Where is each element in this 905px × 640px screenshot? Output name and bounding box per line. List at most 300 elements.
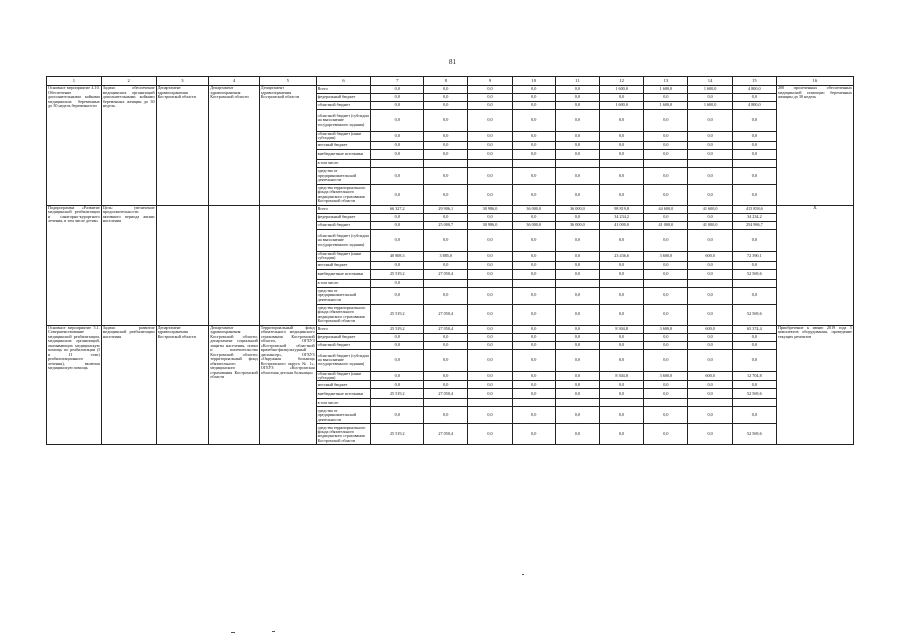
amount-cell: 0,0 xyxy=(468,229,512,251)
amount-cell: 0,0 xyxy=(468,269,512,279)
amount-cell: 0,0 xyxy=(512,102,555,110)
amount-cell: 0,0 xyxy=(688,424,732,445)
amount-cell: 0,0 xyxy=(555,229,599,251)
amount-cell: 0,0 xyxy=(600,424,644,445)
funding-source-cell: средства от предпринимательской деятельности xyxy=(316,167,371,184)
amount-cell: 0,0 xyxy=(555,110,599,132)
page-number: 81 xyxy=(449,58,456,66)
column-header: 9 xyxy=(468,77,512,86)
column-header: 5 xyxy=(259,77,316,86)
amount-cell: 0,0 xyxy=(468,110,512,132)
amount-cell: 0,0 xyxy=(600,141,644,149)
amount-cell: 27 050,4 xyxy=(424,269,468,279)
amount-cell: 0,0 xyxy=(644,94,688,102)
expected-result-cell: Х xyxy=(776,205,853,325)
column-header: 15 xyxy=(732,77,776,86)
amount-cell: 0,0 xyxy=(600,269,644,279)
amount-cell xyxy=(424,279,468,287)
amount-cell: 0,0 xyxy=(732,407,776,424)
amount-cell: 30 986,0 xyxy=(468,221,512,229)
amount-cell: 0,0 xyxy=(600,184,644,205)
amount-cell: 0,0 xyxy=(468,261,512,269)
amount-cell: 0,0 xyxy=(468,333,512,341)
amount-cell: 0,0 xyxy=(371,167,424,184)
block-col3-cell: Департамент здравоохранения Костромской области xyxy=(156,86,209,206)
amount-cell: 0,0 xyxy=(688,333,732,341)
table-row xyxy=(47,86,854,94)
amount-cell: 0,0 xyxy=(468,251,512,261)
amount-cell: 0,0 xyxy=(424,167,468,184)
amount-cell: 415 858,6 xyxy=(732,205,776,213)
funding-source-cell: областной бюджет (иные субсидии) xyxy=(316,251,371,261)
amount-cell: 0,0 xyxy=(555,371,599,381)
amount-cell: 0,0 xyxy=(424,341,468,349)
amount-cell: 0,0 xyxy=(371,371,424,381)
amount-cell: 0,0 xyxy=(600,304,644,325)
amount-cell: 0,0 xyxy=(424,94,468,102)
amount-cell: 0,0 xyxy=(644,132,688,142)
amount-cell: 0,0 xyxy=(555,149,599,159)
amount-cell: 0,0 xyxy=(600,333,644,341)
amount-cell: 0,0 xyxy=(644,269,688,279)
amount-cell: 0,0 xyxy=(555,269,599,279)
amount-cell: 0,0 xyxy=(644,141,688,149)
funding-source-cell: Всего xyxy=(316,86,371,94)
amount-cell: 1 600,0 xyxy=(644,86,688,94)
column-header: 10 xyxy=(512,77,555,86)
amount-cell: 0,0 xyxy=(424,229,468,251)
amount-cell: 0,0 xyxy=(371,381,424,389)
amount-cell: 0,0 xyxy=(371,229,424,251)
funding-source-cell: областной бюджет xyxy=(316,341,371,349)
amount-cell: 0,0 xyxy=(644,213,688,221)
amount-cell: 0,0 xyxy=(512,341,555,349)
amount-cell: 0,0 xyxy=(424,287,468,304)
amount-cell: 27 050,4 xyxy=(424,325,468,333)
amount-cell xyxy=(468,279,512,287)
amount-cell: 0,0 xyxy=(732,184,776,205)
amount-cell: 0,0 xyxy=(512,229,555,251)
amount-cell: 600,0 xyxy=(688,251,732,261)
amount-cell: 0,0 xyxy=(468,213,512,221)
funding-source-cell: областной бюджет xyxy=(316,221,371,229)
amount-cell xyxy=(424,399,468,407)
amount-cell: 0,0 xyxy=(732,381,776,389)
column-header: 2 xyxy=(101,77,156,86)
amount-cell: 25 519,2 xyxy=(371,304,424,325)
amount-cell xyxy=(512,159,555,167)
amount-cell: 0,0 xyxy=(371,141,424,149)
amount-cell: 0,0 xyxy=(512,381,555,389)
amount-cell: 0,0 xyxy=(644,110,688,132)
amount-cell: 0,0 xyxy=(644,424,688,445)
amount-cell xyxy=(555,399,599,407)
amount-cell: 0,0 xyxy=(688,407,732,424)
budget-table xyxy=(46,76,854,445)
amount-cell: 0,0 xyxy=(688,94,732,102)
amount-cell: 0,0 xyxy=(644,389,688,399)
amount-cell: 12 704,8 xyxy=(732,371,776,381)
amount-cell: 36 000,0 xyxy=(555,221,599,229)
amount-cell: 52 569,6 xyxy=(732,269,776,279)
amount-cell: 0,0 xyxy=(644,381,688,389)
column-header: 14 xyxy=(688,77,732,86)
amount-cell: 0,0 xyxy=(468,94,512,102)
amount-cell: 0,0 xyxy=(555,86,599,94)
amount-cell: 0,0 xyxy=(424,371,468,381)
column-header: 3 xyxy=(156,77,209,86)
amount-cell: 0,0 xyxy=(468,341,512,349)
amount-cell: 34 234,2 xyxy=(600,213,644,221)
amount-cell: 0,0 xyxy=(644,333,688,341)
amount-cell xyxy=(555,159,599,167)
amount-cell: 0,0 xyxy=(732,132,776,142)
amount-cell: 0,0 xyxy=(555,141,599,149)
amount-cell: 600,0 xyxy=(688,325,732,333)
funding-source-cell: Всего xyxy=(316,205,371,213)
amount-cell: 0,0 xyxy=(600,167,644,184)
funding-source-cell: внебюджетные источники xyxy=(316,149,371,159)
amount-cell: 41 000,0 xyxy=(644,221,688,229)
amount-cell xyxy=(555,279,599,287)
amount-cell: 0,0 xyxy=(600,229,644,251)
amount-cell: 0,0 xyxy=(371,184,424,205)
amount-cell: 36 000,0 xyxy=(512,221,555,229)
amount-cell: 0,0 xyxy=(512,184,555,205)
amount-cell: 25 519,2 xyxy=(371,269,424,279)
column-header: 1 xyxy=(47,77,102,86)
amount-cell: 0,0 xyxy=(512,86,555,94)
amount-cell: 0,0 xyxy=(555,251,599,261)
amount-cell: 0,0 xyxy=(688,229,732,251)
block-col1-cell: Основное мероприятие 5.1. Совершенствование медицинской реабилитации, медицинских организаций, оказывающих медицинскую помощь по реабилитации (I и II этап) реабилитационного лечения), включая медицинскую помощь xyxy=(47,325,102,445)
amount-cell xyxy=(512,399,555,407)
scan-mark xyxy=(272,631,275,632)
amount-cell: 0,0 xyxy=(732,229,776,251)
amount-cell: 0,0 xyxy=(512,94,555,102)
amount-cell: 0,0 xyxy=(688,269,732,279)
amount-cell: 41 600,0 xyxy=(688,205,732,213)
amount-cell xyxy=(644,399,688,407)
amount-cell xyxy=(688,279,732,287)
amount-cell: 30 986,0 xyxy=(468,205,512,213)
amount-cell: 0,0 xyxy=(468,86,512,94)
amount-cell xyxy=(644,279,688,287)
funding-source-cell: местный бюджет xyxy=(316,141,371,149)
funding-source-cell: средства от предпринимательской деятельности xyxy=(316,287,371,304)
amount-cell: 0,0 xyxy=(732,349,776,371)
amount-cell: 0,0 xyxy=(600,261,644,269)
funding-source-cell: федеральный бюджет xyxy=(316,333,371,341)
amount-cell: 0,0 xyxy=(555,132,599,142)
amount-cell: 0,0 xyxy=(600,381,644,389)
amount-cell: 1 600,0 xyxy=(600,86,644,94)
funding-source-cell: внебюджетные источники xyxy=(316,269,371,279)
amount-cell: 0,0 xyxy=(512,213,555,221)
amount-cell: 0,0 xyxy=(688,213,732,221)
amount-cell: 8 304,8 xyxy=(600,371,644,381)
funding-source-cell: в том числе: xyxy=(316,399,371,407)
funding-source-cell: областной бюджет (субсидии на выполнение государственного задания) xyxy=(316,229,371,251)
amount-cell: 0,0 xyxy=(600,389,644,399)
column-header: 13 xyxy=(644,77,688,86)
amount-cell: 0,0 xyxy=(512,371,555,381)
amount-cell: 0,0 xyxy=(371,349,424,371)
amount-cell: 0,0 xyxy=(732,261,776,269)
amount-cell: 0,0 xyxy=(371,102,424,110)
block-col4-cell: Департамент здравоохранения Костромской области; департамент социальной защиты населения, опеки и попечительства Костромской области; территориальный фонд обязательного медицинского страхования Костромской области xyxy=(209,325,260,445)
amount-cell: 0,0 xyxy=(688,287,732,304)
block-col5-cell: Территориальный фонд обязательного медицинского страхования Костромской области, ОГБУЗ «Костромской областной врачебно-физкультурный диспансер», ОГБУЗ «Окружная больница Костромского округа № 1», ОГБУЗ «Костромская областная детская больница» xyxy=(259,325,316,445)
amount-cell: 0,0 xyxy=(512,132,555,142)
expected-result-cell: Приобретение к июню 2019 года 5 комплектов оборудования, проведение текущих ремонтов xyxy=(776,325,853,445)
amount-cell: 0,0 xyxy=(468,407,512,424)
block-col1-cell: Основное мероприятие 4.10. Обеспечение дополнительными койками медицинских беременных до 30 недель беременности xyxy=(47,86,102,206)
amount-cell: 0,0 xyxy=(371,287,424,304)
amount-cell: 1 600,0 xyxy=(688,102,732,110)
amount-cell: 0,0 xyxy=(468,132,512,142)
amount-cell xyxy=(371,159,424,167)
amount-cell: 0,0 xyxy=(688,389,732,399)
amount-cell: 0,0 xyxy=(732,94,776,102)
amount-cell: 27 050,4 xyxy=(424,389,468,399)
amount-cell: 44 600,0 xyxy=(644,205,688,213)
funding-source-cell: средства территориального фонда обязательного медицинского страхования Костромской области xyxy=(316,184,371,205)
amount-cell: 0,0 xyxy=(371,261,424,269)
amount-cell: 0,0 xyxy=(600,349,644,371)
funding-source-cell: федеральный бюджет xyxy=(316,213,371,221)
block-col4-cell: Департамент здравоохранения Костромской области xyxy=(209,86,260,206)
amount-cell: 25 519,2 xyxy=(371,424,424,445)
amount-cell: 0,0 xyxy=(555,304,599,325)
amount-cell: 0,0 xyxy=(555,407,599,424)
amount-cell: 0,0 xyxy=(600,287,644,304)
amount-cell xyxy=(468,159,512,167)
amount-cell: 0,0 xyxy=(555,287,599,304)
amount-cell: 0,0 xyxy=(688,341,732,349)
amount-cell: 0,0 xyxy=(555,325,599,333)
amount-cell: 65 374,4 xyxy=(732,325,776,333)
amount-cell: 0,0 xyxy=(424,381,468,389)
amount-cell: 0,0 xyxy=(468,141,512,149)
amount-cell: 52 569,6 xyxy=(732,304,776,325)
amount-cell: 8 304,8 xyxy=(600,325,644,333)
amount-cell: 52 569,6 xyxy=(732,389,776,399)
amount-cell: 52 569,6 xyxy=(732,424,776,445)
amount-cell: 0,0 xyxy=(424,407,468,424)
expected-result-cell: 200 пролеченных обеспеченных медицинской помощью беременных женщин до 30 недель xyxy=(776,86,853,206)
amount-cell: 0,0 xyxy=(732,110,776,132)
amount-cell: 0,0 xyxy=(371,279,424,287)
amount-cell: 0,0 xyxy=(424,86,468,94)
amount-cell: 0,0 xyxy=(644,341,688,349)
amount-cell: 0,0 xyxy=(468,325,512,333)
amount-cell: 0,0 xyxy=(555,94,599,102)
amount-cell: 4 800,0 xyxy=(732,102,776,110)
block-col4-cell xyxy=(209,205,260,325)
amount-cell: 25 519,2 xyxy=(371,389,424,399)
amount-cell: 0,0 xyxy=(371,333,424,341)
amount-cell: 0,0 xyxy=(371,407,424,424)
amount-cell: 0,0 xyxy=(644,349,688,371)
amount-cell: 0,0 xyxy=(555,261,599,269)
amount-cell xyxy=(600,399,644,407)
amount-cell: 0,0 xyxy=(555,341,599,349)
amount-cell: 0,0 xyxy=(512,269,555,279)
amount-cell: 66 327,2 xyxy=(371,205,424,213)
column-header: 12 xyxy=(600,77,644,86)
amount-cell: 0,0 xyxy=(512,389,555,399)
amount-cell: 0,0 xyxy=(424,149,468,159)
amount-cell: 3 885,0 xyxy=(424,251,468,261)
amount-cell: 0,0 xyxy=(644,287,688,304)
amount-cell: 0,0 xyxy=(512,261,555,269)
amount-cell: 0,0 xyxy=(555,184,599,205)
funding-source-cell: местный бюджет xyxy=(316,381,371,389)
column-header: 16 xyxy=(776,77,853,86)
amount-cell: 25 519,2 xyxy=(371,325,424,333)
amount-cell xyxy=(600,279,644,287)
amount-cell: 36 000,0 xyxy=(512,205,555,213)
amount-cell: 0,0 xyxy=(371,94,424,102)
amount-cell: 0,0 xyxy=(468,371,512,381)
funding-source-cell: областной бюджет (иные субсидии) xyxy=(316,371,371,381)
column-header: 4 xyxy=(209,77,260,86)
funding-source-cell: Всего xyxy=(316,325,371,333)
amount-cell: 0,0 xyxy=(468,184,512,205)
funding-source-cell: областной бюджет (субсидии на выполнение государственного задания) xyxy=(316,349,371,371)
funding-source-cell: федеральный бюджет xyxy=(316,94,371,102)
amount-cell xyxy=(371,399,424,407)
block-col2-cell: Задача: обеспечение медицинских организаций дополнительными койками беременных женщин до 30 недель. xyxy=(101,86,156,206)
amount-cell: 0,0 xyxy=(371,221,424,229)
amount-cell: 0,0 xyxy=(468,381,512,389)
funding-source-cell: средства территориального фонда обязательного медицинского страхования Костромской области xyxy=(316,304,371,325)
amount-cell: 0,0 xyxy=(555,167,599,184)
amount-cell: 0,0 xyxy=(468,389,512,399)
block-col3-cell xyxy=(156,205,209,325)
amount-cell: 27 050,4 xyxy=(424,424,468,445)
funding-source-cell: областной бюджет (субсидии на выполнение государственного задания) xyxy=(316,110,371,132)
column-header: 11 xyxy=(555,77,599,86)
amount-cell: 36 000,0 xyxy=(555,205,599,213)
amount-cell: 0,0 xyxy=(468,287,512,304)
amount-cell xyxy=(512,279,555,287)
amount-cell: 0,0 xyxy=(732,287,776,304)
amount-cell: 40 808,3 xyxy=(371,251,424,261)
block-col5-cell xyxy=(259,205,316,325)
amount-cell: 0,0 xyxy=(512,424,555,445)
amount-cell: 0,0 xyxy=(468,167,512,184)
amount-cell: 0,0 xyxy=(644,407,688,424)
block-col2-cell: Цель: увеличение продолжительности активного периода жизни населения xyxy=(101,205,156,325)
amount-cell: 0,0 xyxy=(688,381,732,389)
amount-cell: 0,0 xyxy=(371,213,424,221)
amount-cell: 0,0 xyxy=(512,110,555,132)
table-row xyxy=(47,205,854,213)
block-col5-cell: Департамент здравоохранения Костромской области xyxy=(259,86,316,206)
amount-cell: 41 000,0 xyxy=(688,221,732,229)
amount-cell: 0,0 xyxy=(424,132,468,142)
amount-cell: 0,0 xyxy=(555,102,599,110)
amount-cell: 0,0 xyxy=(644,149,688,159)
amount-cell xyxy=(600,159,644,167)
amount-cell: 0,0 xyxy=(371,149,424,159)
amount-cell: 0,0 xyxy=(371,132,424,142)
funding-source-cell: областной бюджет xyxy=(316,102,371,110)
funding-source-cell: в том числе: xyxy=(316,159,371,167)
amount-cell: 0,0 xyxy=(732,141,776,149)
amount-cell: 0,0 xyxy=(424,213,468,221)
amount-cell: 0,0 xyxy=(424,141,468,149)
table-row xyxy=(47,325,854,333)
amount-cell: 0,0 xyxy=(600,132,644,142)
amount-cell: 0,0 xyxy=(371,86,424,94)
amount-cell: 0,0 xyxy=(424,102,468,110)
amount-cell: 0,0 xyxy=(600,407,644,424)
amount-cell: 0,0 xyxy=(424,333,468,341)
amount-cell: 25 000,7 xyxy=(424,221,468,229)
amount-cell: 1 600,0 xyxy=(600,102,644,110)
amount-cell: 0,0 xyxy=(512,149,555,159)
amount-cell: 0,0 xyxy=(555,381,599,389)
amount-cell xyxy=(688,159,732,167)
amount-cell: 0,0 xyxy=(688,167,732,184)
amount-cell: 600,0 xyxy=(688,371,732,381)
amount-cell: 0,0 xyxy=(512,287,555,304)
amount-cell: 0,0 xyxy=(644,261,688,269)
amount-cell: 0,0 xyxy=(555,333,599,341)
funding-source-cell: внебюджетные источники xyxy=(316,389,371,399)
scan-mark xyxy=(231,632,235,633)
funding-source-cell: областной бюджет (иные субсидии) xyxy=(316,132,371,142)
amount-cell: 1 600,0 xyxy=(644,102,688,110)
amount-cell: 0,0 xyxy=(600,94,644,102)
amount-cell: 3 600,0 xyxy=(644,325,688,333)
amount-cell: 0,0 xyxy=(555,213,599,221)
amount-cell: 0,0 xyxy=(555,424,599,445)
amount-cell: 0,0 xyxy=(732,341,776,349)
amount-cell xyxy=(688,399,732,407)
amount-cell: 0,0 xyxy=(424,349,468,371)
amount-cell: 29 906,1 xyxy=(424,205,468,213)
amount-cell: 98 819,8 xyxy=(600,205,644,213)
amount-cell: 0,0 xyxy=(688,261,732,269)
amount-cell: 0,0 xyxy=(512,325,555,333)
block-col1-cell: Подпрограмма «Развитие медицинской реабилитации и санаторно-курортного лечения, в том числе детям» xyxy=(47,205,102,325)
amount-cell: 0,0 xyxy=(512,304,555,325)
funding-source-cell: в том числе: xyxy=(316,279,371,287)
amount-cell: 254 986,7 xyxy=(732,221,776,229)
amount-cell xyxy=(732,159,776,167)
amount-cell: 41 000,0 xyxy=(600,221,644,229)
block-col3-cell: Департамент здравоохранения Костромской области xyxy=(156,325,209,445)
column-header: 7 xyxy=(371,77,424,86)
amount-cell: 0,0 xyxy=(644,229,688,251)
amount-cell: 0,0 xyxy=(468,349,512,371)
amount-cell: 0,0 xyxy=(512,167,555,184)
amount-cell: 0,0 xyxy=(644,304,688,325)
amount-cell: 0,0 xyxy=(512,333,555,341)
funding-source-cell: средства территориального фонда обязательного медицинского страхования Костромской области xyxy=(316,424,371,445)
amount-cell: 0,0 xyxy=(644,167,688,184)
funding-source-cell: средства от предпринимательской деятельности xyxy=(316,407,371,424)
amount-cell: 0,0 xyxy=(468,102,512,110)
amount-cell: 0,0 xyxy=(688,304,732,325)
amount-cell: 0,0 xyxy=(600,110,644,132)
amount-cell: 3 600,0 xyxy=(644,251,688,261)
amount-cell: 72 390,1 xyxy=(732,251,776,261)
